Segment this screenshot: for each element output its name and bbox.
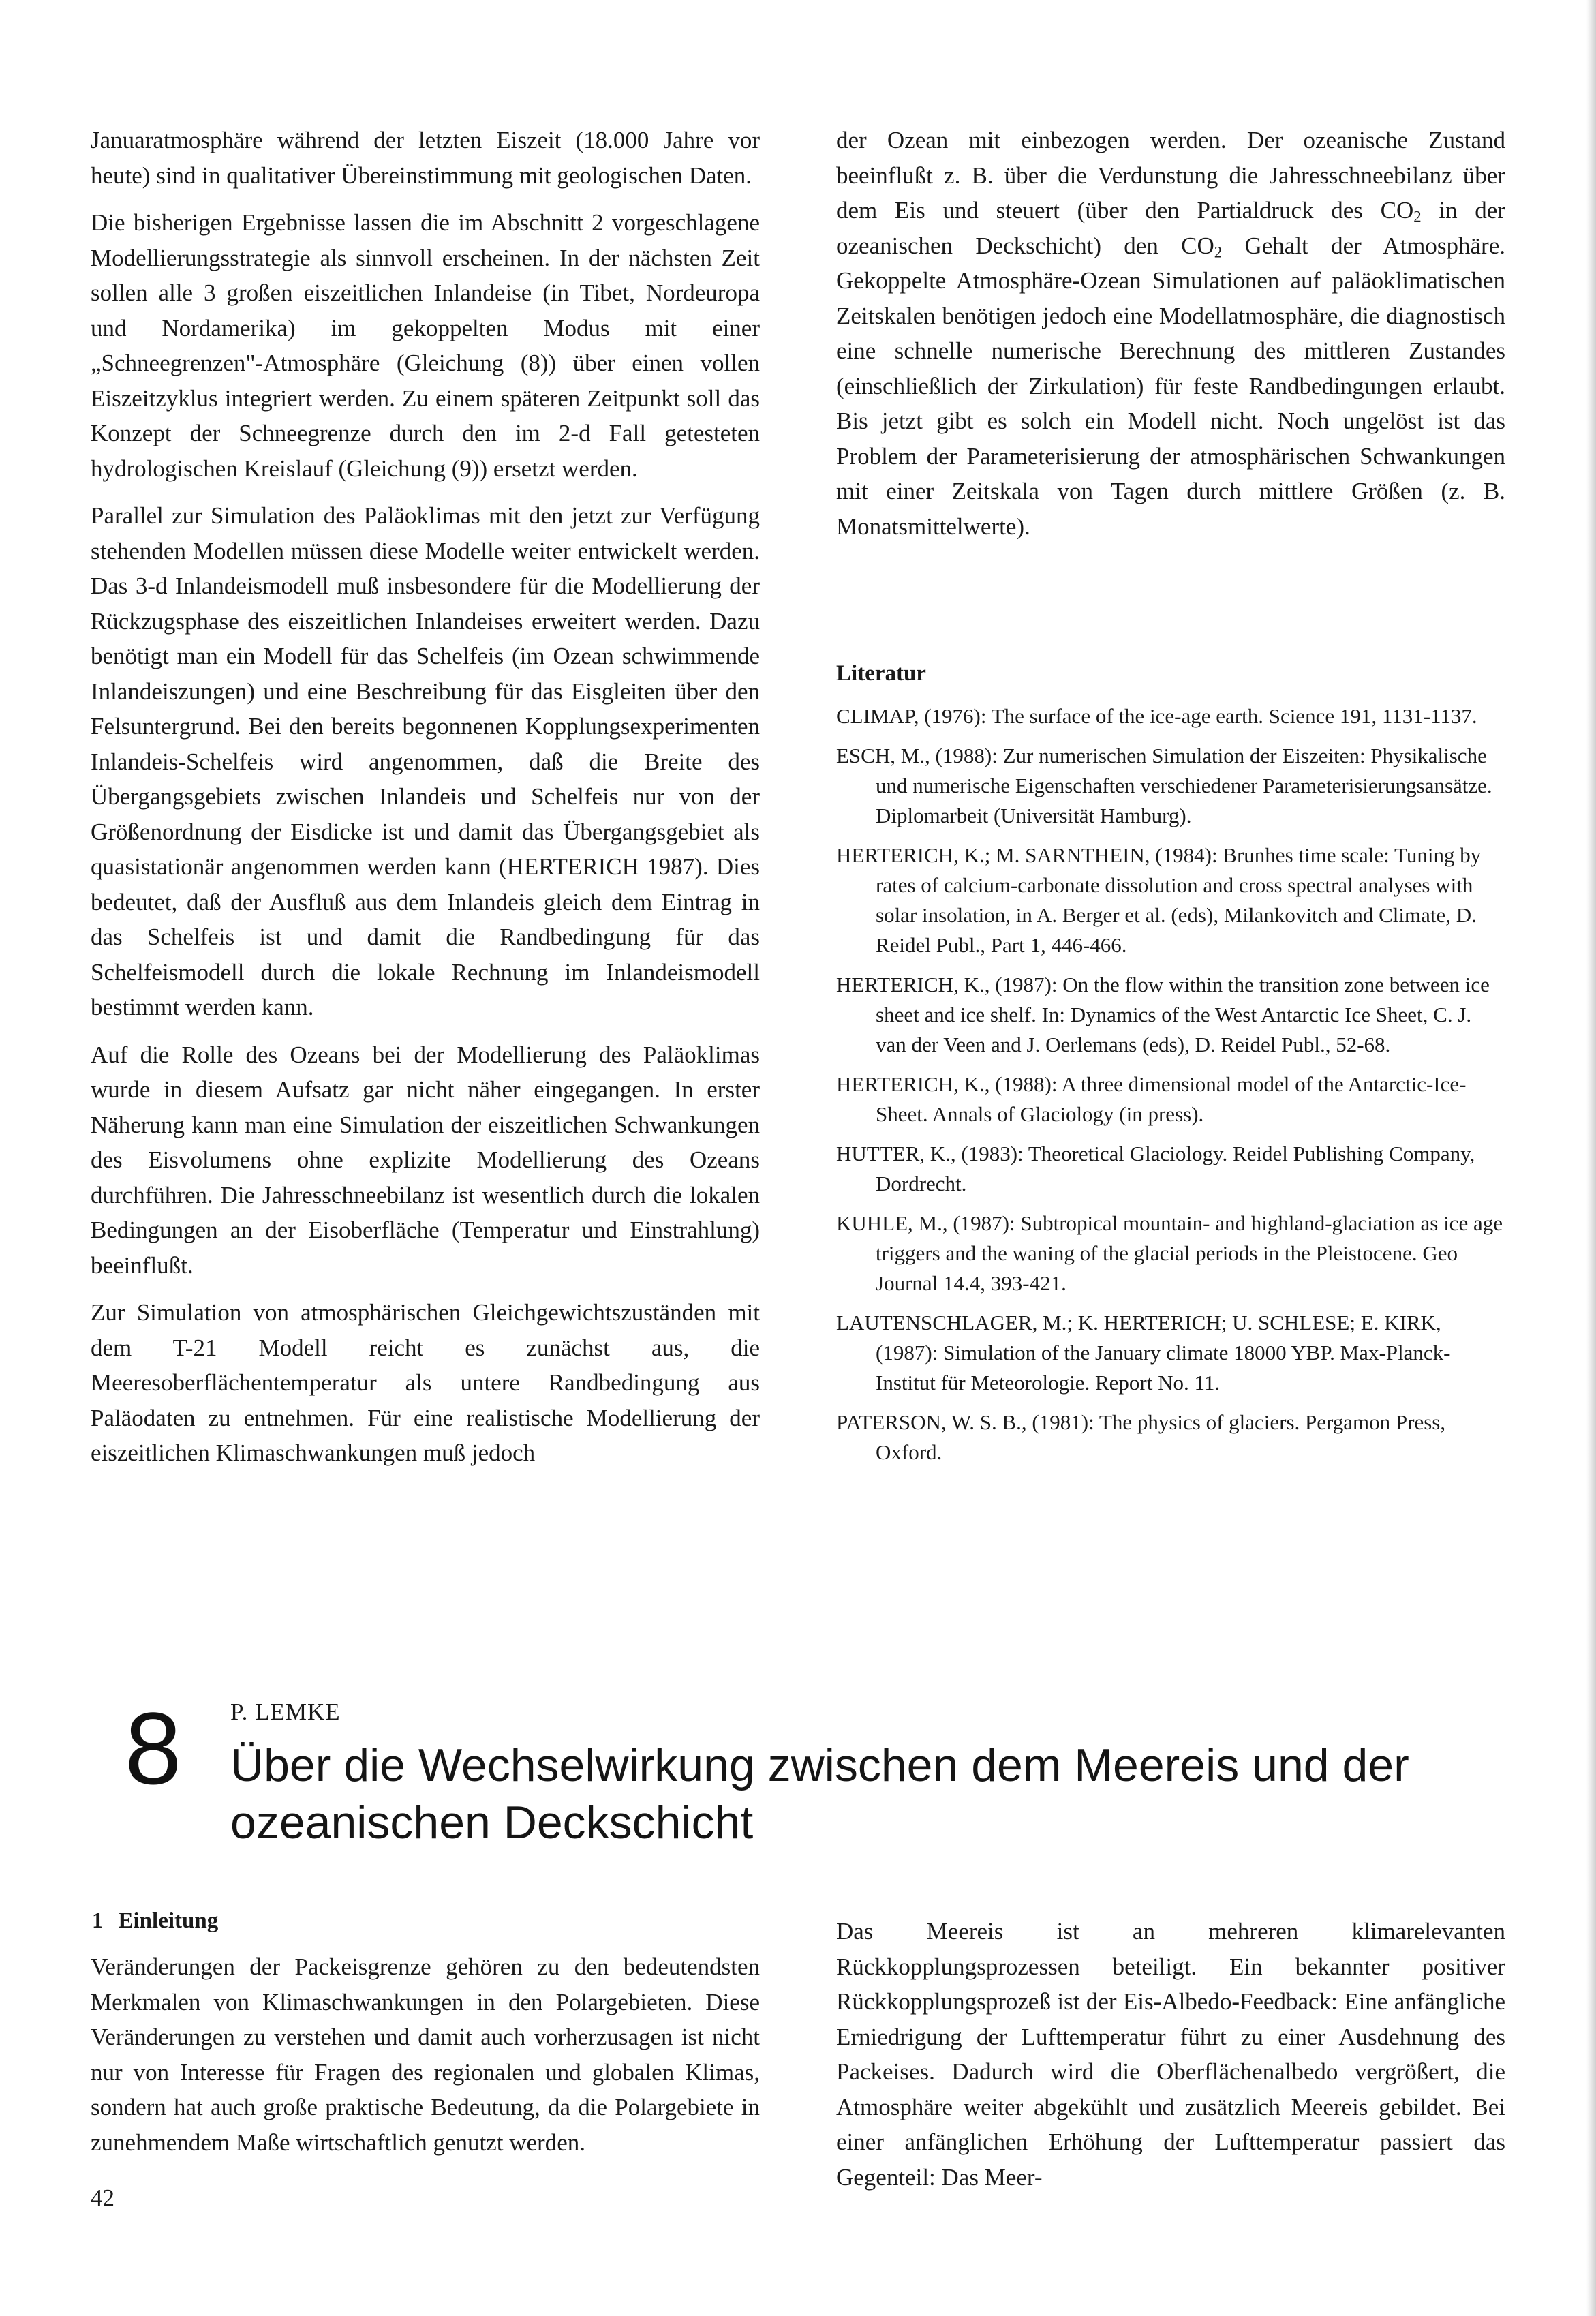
subscript: 2 (1413, 208, 1422, 226)
text-run: der Ozean mit einbezogen werden. Der ozeanische Zustand beeinflußt z. B. über die Verdunstung die Jahresschneebilanz über dem Eis und steuert (über den Partialdruck des CO (836, 127, 1505, 224)
reference-item: CLIMAP, (1976): The surface of the ice-age earth. Science 191, 1131-1137. (836, 703, 1477, 728)
reference-item: HERTERICH, K., (1988): A three dimensional model of the Antarctic-Ice-Sheet. Annals of Glaciology (in press). (836, 1071, 1467, 1126)
section-heading (92, 1908, 218, 1934)
section-title: Einleitung (118, 1908, 219, 1933)
left-column-top (91, 123, 760, 1471)
literature-heading: Literatur (836, 661, 926, 686)
page-number: 42 (91, 2184, 114, 2211)
right-column-bottom (836, 1914, 1505, 2195)
text-run: Gehalt der Atmosphäre. Gekoppelte Atmosphäre-Ozean Simulationen auf paläoklimatischen Zeitskalen benötigen jedoch eine Modellatmosphäre, die diagnostisch eine schnelle numerische Berechnung des mittleren Zustandes (einschließlich der Zirkulation) für feste Randbedingungen erlaubt. Bis jetzt gibt es solch ein Modell nicht. Noch ungelöst ist das Problem der Parameterisierung der atmosphärischen Schwankungen mit einer Zeitskala von Tagen durch mittlere Größen (z. B. Monatsmittelwerte). (836, 232, 1505, 540)
right-column-top (836, 123, 1505, 1477)
reference-item: HUTTER, K., (1983): Theoretical Glaciology. Reidel Publishing Company, Dordrecht. (836, 1141, 1475, 1195)
paragraph: Parallel zur Simulation des Paläoklimas mit den jetzt zur Verfügung stehenden Modellen müssen diese Modelle weiter entwickelt werden. Das 3-d Inlandeismodell muß insbesondere für die Modellierung der Rückzugsphase des eiszeitlichen Inlandeises erweitert werden. Dazu benötigt man ein Modell für das Schelfeis (im Ozean schwimmende Inlandeiszungen) und eine Beschreibung für das Eisgleiten über den Felsuntergrund. Bei den bereits begonnenen Kopplungsexperimenten Inlandeis-Schelfeis wird angenommen, daß die Breite des Übergangsgebiets zwischen Inlandeis und Schelfeis nur von der Größenordnung der Eisdicke ist und damit das Übergangsgebiet als quasistationär angenommen werden kann (HERTERICH 1987). Dies bedeutet, daß der Ausfluß aus dem Inlandeis gleich dem Eintrag in das Schelfeis ist und damit die Randbedingung für das Schelfeismodell durch die lokale Rechnung im Inlandeismodell bestimmt werden kann. (91, 502, 760, 1020)
paragraph (836, 123, 1505, 544)
chapter-number: 8 (125, 1691, 182, 1805)
scan-edge-shadow (1586, 0, 1596, 2316)
reference-item: LAUTENSCHLAGER, M.; K. HERTERICH; U. SCHLESE; E. KIRK, (1987): Simulation of the January climate 18000 YBP. Max-Planck-Institut für Meteorologie. Report No. 11. (836, 1310, 1451, 1395)
paragraph: Zur Simulation von atmosphärischen Gleichgewichtszuständen mit dem T-21 Modell reicht es zunächst aus, die Meeresoberflächentemperatur als untere Randbedingung aus Paläodaten zu entnehmen. Für eine realistische Modellierung der eiszeitlichen Klimaschwankungen muß jedoch (91, 1299, 760, 1466)
chapter-author: P. LEMKE (230, 1698, 341, 1725)
chapter-title: Über die Wechselwirkung zwischen dem Meereis und der ozeanischen Deckschicht (230, 1739, 1409, 1848)
reference-item: HERTERICH, K.; M. SARNTHEIN, (1984): Brunhes time scale: Tuning by rates of calcium-carbonate dissolution and cross spectral analyses with solar insolation, in A. Berger et al. (eds), Milankovitch and Climate, D. Reidel Publ., Part 1, 446-466. (836, 842, 1482, 957)
paragraph: Veränderungen der Packeisgrenze gehören zu den bedeutendsten Merkmalen von Klimaschwankungen in den Polargebieten. Diese Veränderungen zu verstehen und damit auch vorherzusagen ist nicht nur von Interesse für Fragen des regionalen und globalen Klimas, sondern hat auch große praktische Bedeutung, da die Polargebiete in zunehmendem Maße wirtschaftlich genutzt werden. (91, 1953, 760, 2156)
paragraph: Die bisherigen Ergebnisse lassen die im Abschnitt 2 vorgeschlagene Modellierungsstrategie als sinnvoll erscheinen. In der nächsten Zeit sollen alle 3 großen eiszeitlichen Inlandeise (in Tibet, Nordeuropa und Nordamerika) im gekoppelten Modus mit einer „Schneegrenzen"-Atmosphäre (Gleichung (8)) über einen vollen Eiszeitzyklus integriert werden. Zu einem späteren Zeitpunkt soll das Konzept der Schneegrenze durch den im 2-d Fall getesteten hydrologischen Kreislauf (Gleichung (9)) ersetzt werden. (91, 209, 760, 482)
reference-item: HERTERICH, K., (1987): On the flow within the transition zone between ice sheet and ice shelf. In: Dynamics of the West Antarctic Ice Sheet, C. J. van der Veen and J. Oerlemans (eds), D. Reidel Publ., 52-68. (836, 972, 1490, 1056)
reference-item: ESCH, M., (1988): Zur numerischen Simulation der Eiszeiten: Physikalische und numerische Eigenschaften verschiedener Parameterisierungsansätze. Diplomarbeit (Universität Hamburg). (836, 743, 1492, 827)
reference-item: KUHLE, M., (1987): Subtropical mountain- and highland-glaciation as ice age triggers and the waning of the glacial periods in the Pleistocene. Geo Journal 14.4, 393-421. (836, 1210, 1503, 1295)
section-number: 1 (92, 1908, 104, 1933)
paragraph: Das Meereis ist an mehreren klimarelevanten Rückkopplungsprozessen beteiligt. Ein bekannter positiver Rückkopplungsprozeß ist der Eis-Albedo-Feedback: Eine anfängliche Erniedrigung der Lufttemperatur führt zu einer Ausdehnung des Packeises. Dadurch wird die Oberflächenalbedo vergrößert, die Atmosphäre weiter abgekühlt und zusätzlich Meereis gebildet. Bei einer anfänglichen Erhöhung der Lufttemperatur passiert das Gegenteil: Das Meer- (836, 1918, 1505, 2191)
text-run: in der ozeanischen Deckschicht) den CO (836, 197, 1505, 259)
paragraph: Januaratmosphäre während der letzten Eiszeit (18.000 Jahre vor heute) sind in qualitativer Übereinstimmung mit geologischen Daten. (91, 127, 760, 189)
subscript: 2 (1214, 243, 1223, 261)
paragraph: Auf die Rolle des Ozeans bei der Modellierung des Paläoklimas wurde in diesem Aufsatz gar nicht näher eingegangen. In erster Näherung kann man eine Simulation der eiszeitlichen Schwankungen des Eisvolumens ohne explizite Modellierung des Ozeans durchführen. Die Jahresschneebilanz ist wesentlich durch die lokalen Bedingungen an der Eisoberfläche (Temperatur und Einstrahlung) beeinflußt. (91, 1041, 760, 1279)
left-column-bottom (91, 1949, 760, 2160)
reference-item: PATERSON, W. S. B., (1981): The physics of glaciers. Pergamon Press, Oxford. (836, 1410, 1446, 1464)
